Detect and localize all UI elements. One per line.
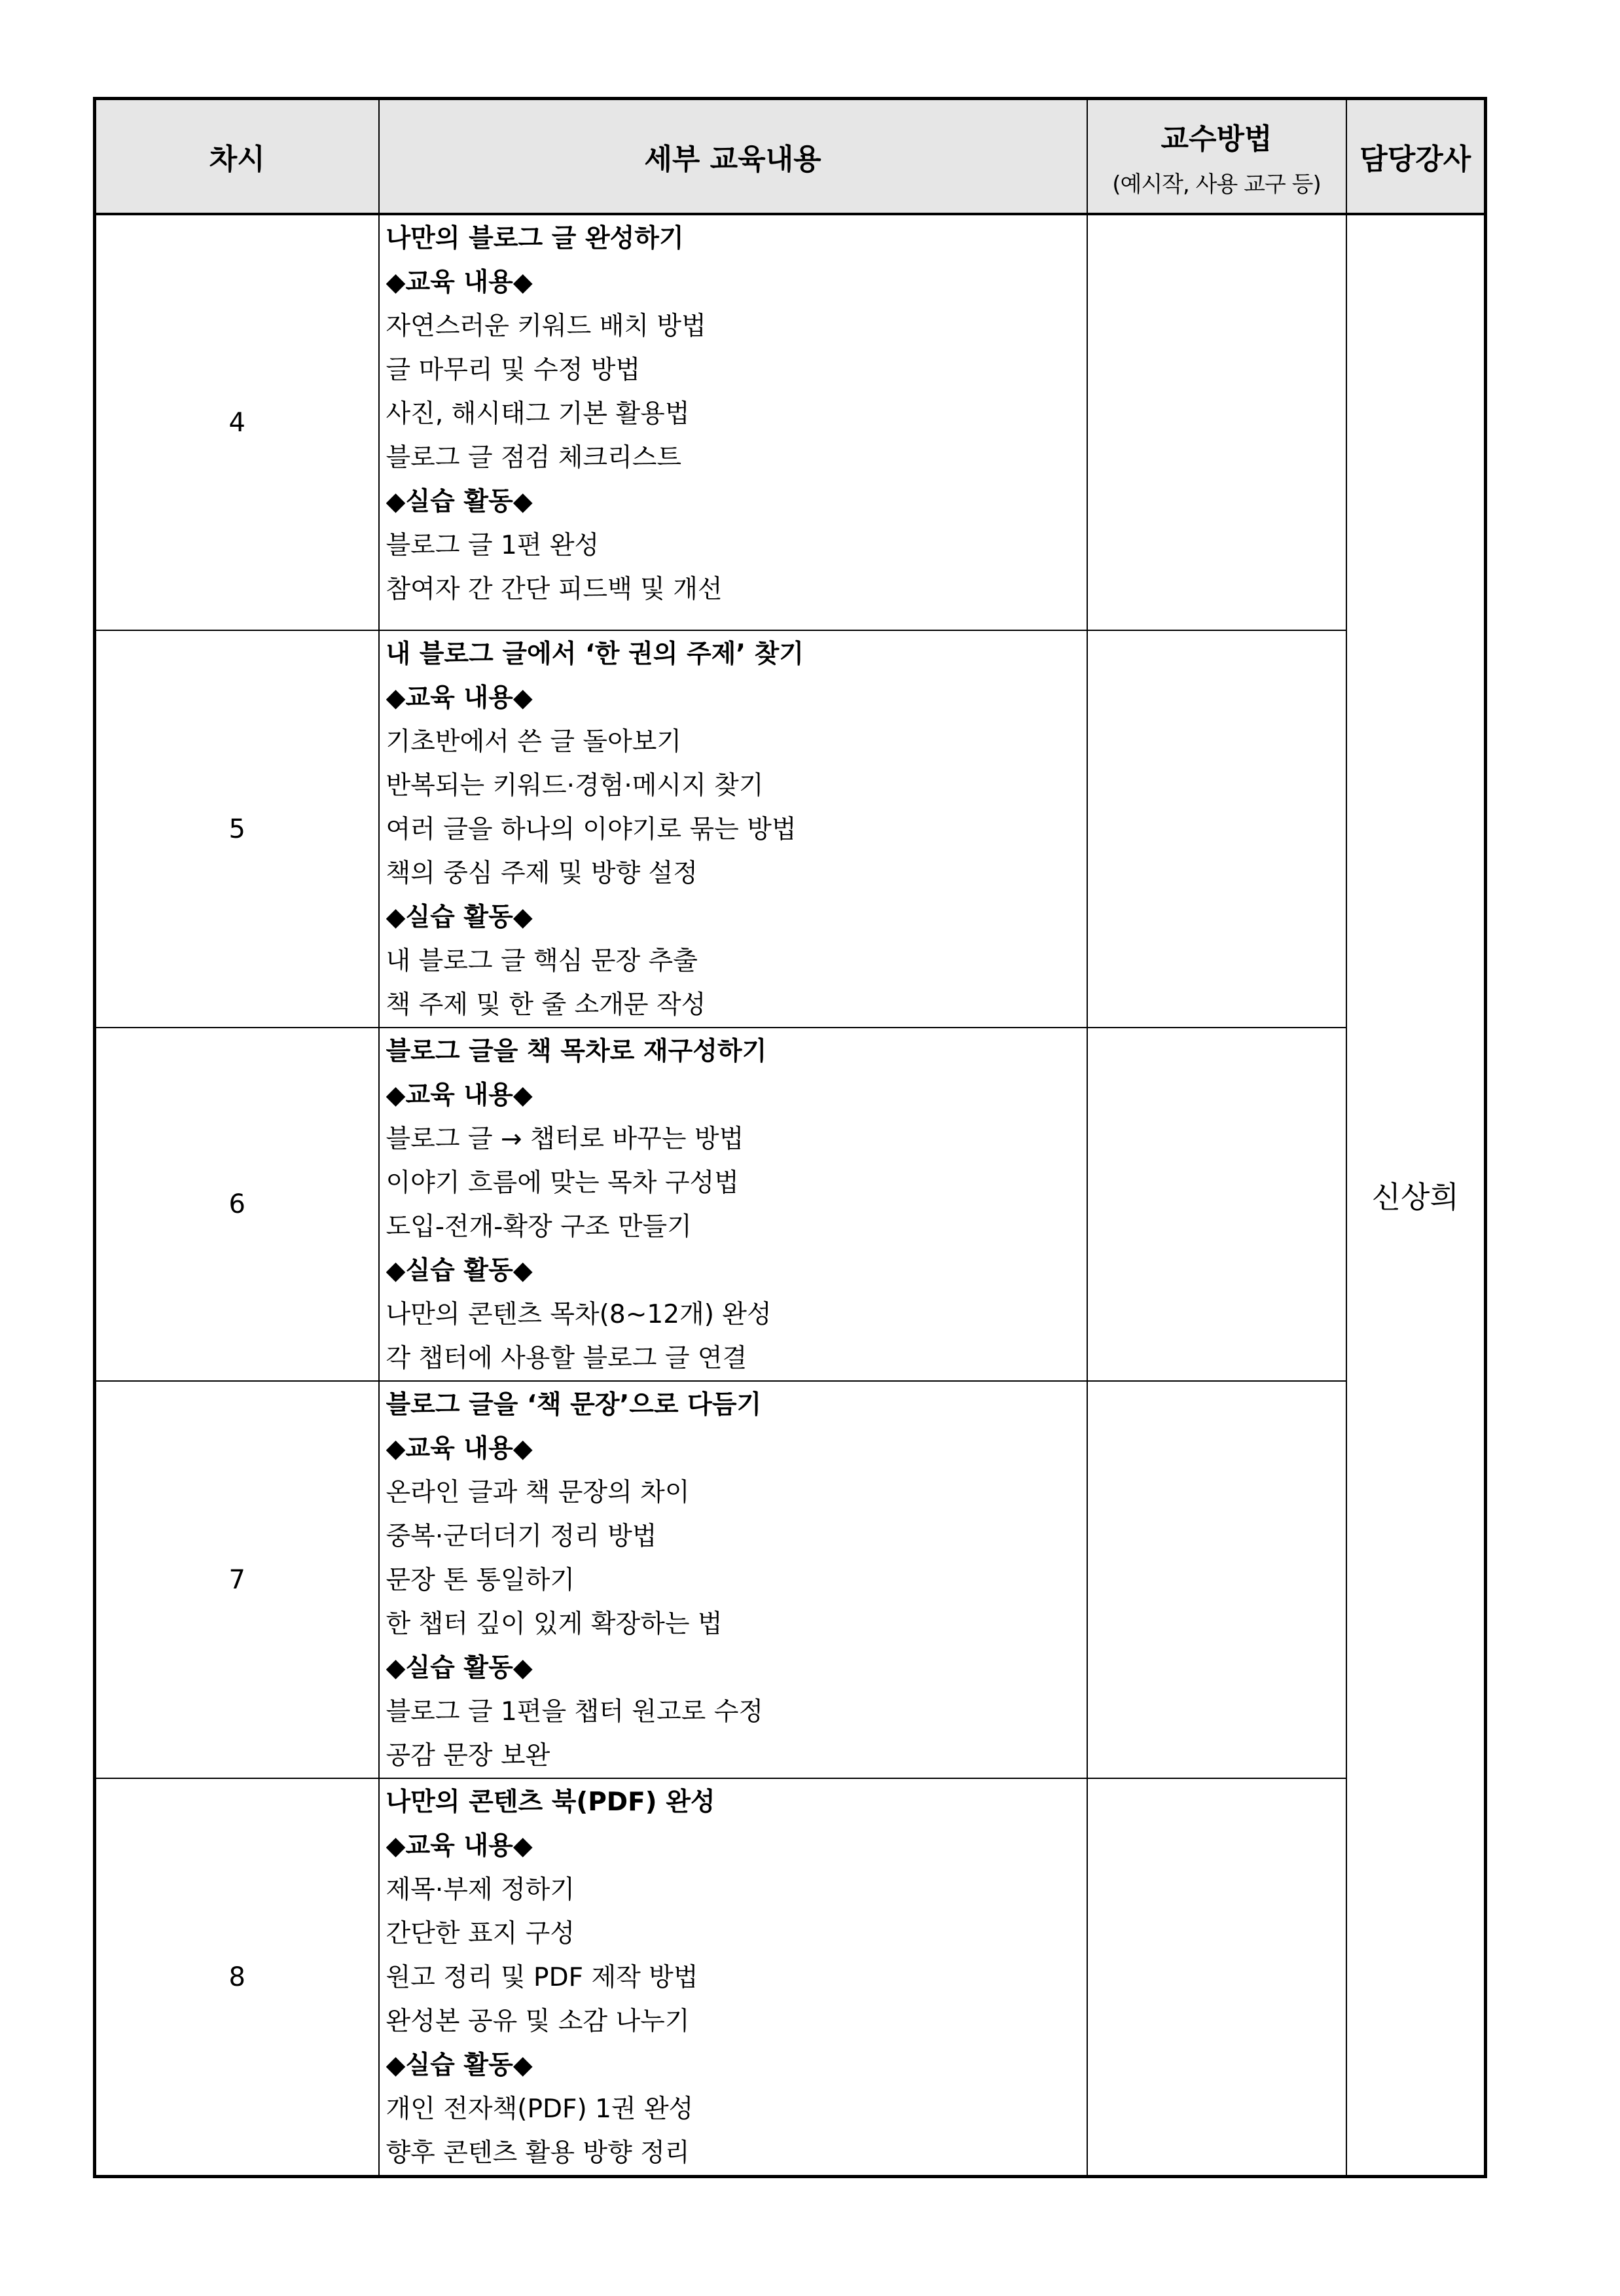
edu-item: 글 마무리 및 수정 방법 <box>386 355 641 385</box>
practice-item: 각 챕터에 사용할 블로그 글 연결 <box>386 1344 747 1373</box>
edu-item: 여러 글을 하나의 이야기로 묶는 방법 <box>386 815 797 844</box>
header-content: 세부 교육내용 <box>379 99 1087 215</box>
edu-item: 문장 톤 통일하기 <box>386 1566 575 1595</box>
edu-item: 이야기 흐름에 맞는 목차 구성법 <box>386 1168 739 1198</box>
table-row <box>95 630 1486 1028</box>
edu-item: 반복되는 키워드·경험·메시지 찾기 <box>386 771 764 800</box>
method-cell <box>1087 1381 1346 1778</box>
edu-item: 블로그 글 → 챕터로 바꾸는 방법 <box>386 1124 744 1154</box>
method-cell <box>1087 1778 1346 2177</box>
table-row <box>95 214 1486 630</box>
edu-heading: ◆교육 내용◆ <box>386 683 533 713</box>
curriculum-table <box>93 97 1487 2178</box>
session-title: 블로그 글을 책 목차로 재구성하기 <box>386 1037 767 1066</box>
content-cell <box>379 214 1087 630</box>
session-number: 5 <box>95 630 379 1028</box>
edu-item: 사진, 해시태그 기본 활용법 <box>386 399 690 429</box>
practice-heading: ◆실습 활동◆ <box>386 1256 533 1285</box>
practice-item: 블로그 글 1편을 챕터 원고로 수정 <box>386 1697 764 1727</box>
edu-heading: ◆교육 내용◆ <box>386 1434 533 1463</box>
edu-heading: ◆교육 내용◆ <box>386 1081 533 1110</box>
edu-item: 한 챕터 깊이 있게 확장하는 법 <box>386 1609 723 1639</box>
practice-item: 개인 전자책(PDF) 1권 완성 <box>386 2094 694 2124</box>
edu-item: 완성본 공유 및 소감 나누기 <box>386 2007 690 2036</box>
header-instructor: 담당강사 <box>1346 99 1486 215</box>
method-cell <box>1087 214 1346 630</box>
practice-item: 내 블로그 글 핵심 문장 추출 <box>386 946 698 976</box>
header-method-title: 교수방법 <box>1161 122 1272 156</box>
session-title: 나만의 콘텐츠 북(PDF) 완성 <box>386 1787 715 1817</box>
practice-heading: ◆실습 활동◆ <box>386 487 533 516</box>
session-title: 블로그 글을 ‘책 문장’으로 다듬기 <box>386 1390 762 1420</box>
content-cell <box>379 1028 1087 1381</box>
edu-item: 기초반에서 쓴 글 돌아보기 <box>386 727 682 757</box>
content-cell <box>379 1381 1087 1778</box>
table-header-row <box>95 99 1486 215</box>
session-number: 6 <box>95 1028 379 1381</box>
table-row <box>95 1381 1486 1778</box>
header-session: 차시 <box>95 99 379 215</box>
session-number: 4 <box>95 214 379 630</box>
edu-item: 도입-전개-확장 구조 만들기 <box>386 1212 692 1242</box>
header-method-subtitle: (예시작, 사용 교구 등) <box>1112 171 1321 198</box>
practice-item: 공감 문장 보완 <box>386 1741 550 1770</box>
session-number: 7 <box>95 1381 379 1778</box>
session-title: 내 블로그 글에서 ‘한 권의 주제’ 찾기 <box>386 639 804 669</box>
edu-item: 간단한 표지 구성 <box>386 1919 575 1948</box>
edu-heading: ◆교육 내용◆ <box>386 1831 533 1861</box>
edu-item: 블로그 글 점검 체크리스트 <box>386 443 682 473</box>
content-cell <box>379 630 1087 1028</box>
practice-item: 책 주제 및 한 줄 소개문 작성 <box>386 990 706 1020</box>
practice-item: 블로그 글 1편 완성 <box>386 531 600 560</box>
method-cell <box>1087 1028 1346 1381</box>
edu-item: 중복·군더더기 정리 방법 <box>386 1522 657 1551</box>
edu-item: 제목·부제 정하기 <box>386 1875 575 1905</box>
edu-item: 자연스러운 키워드 배치 방법 <box>386 312 706 341</box>
practice-heading: ◆실습 활동◆ <box>386 2051 533 2080</box>
table-row <box>95 1028 1486 1381</box>
instructor-name: 신상희 <box>1346 214 1486 2177</box>
practice-item: 나만의 콘텐츠 목차(8~12개) 완성 <box>386 1300 772 1329</box>
practice-heading: ◆실습 활동◆ <box>386 903 533 932</box>
method-cell <box>1087 630 1346 1028</box>
practice-item: 참여자 간 간단 피드백 및 개선 <box>386 575 723 604</box>
edu-item: 온라인 글과 책 문장의 차이 <box>386 1478 690 1507</box>
table-row <box>95 1778 1486 2177</box>
practice-item: 향후 콘텐츠 활용 방향 정리 <box>386 2138 690 2168</box>
edu-heading: ◆교육 내용◆ <box>386 268 533 297</box>
edu-item: 책의 중심 주제 및 방향 설정 <box>386 859 698 888</box>
session-number: 8 <box>95 1778 379 2177</box>
session-title: 나만의 블로그 글 완성하기 <box>386 224 684 253</box>
header-method <box>1087 99 1346 215</box>
practice-heading: ◆실습 활동◆ <box>386 1653 533 1683</box>
content-cell <box>379 1778 1087 2177</box>
edu-item: 원고 정리 및 PDF 제작 방법 <box>386 1963 698 1992</box>
